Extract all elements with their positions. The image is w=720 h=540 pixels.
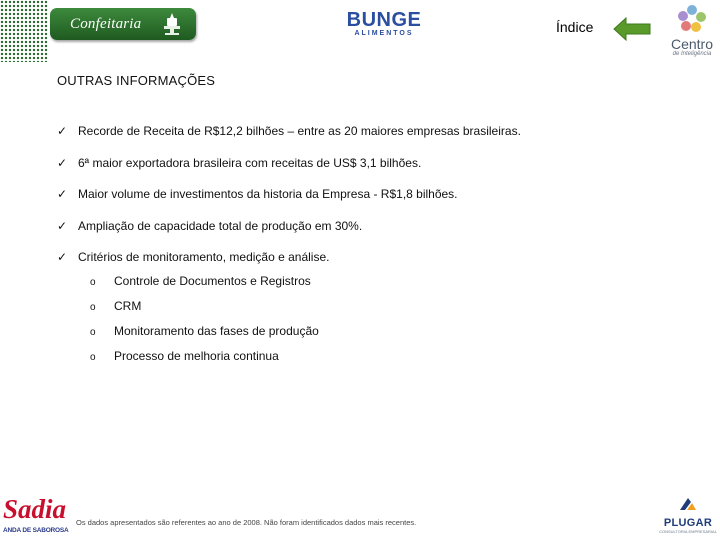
circle-bullet-icon: o (90, 352, 96, 363)
list-item (90, 349, 650, 374)
bunge-logo (336, 10, 432, 37)
list-item (57, 156, 697, 188)
sadia-tagline: ANDA DE SABOROSA (3, 527, 69, 534)
plugar-mark-icon (678, 496, 698, 512)
check-icon: ✓ (57, 187, 68, 201)
centro-logo (664, 4, 720, 57)
circle-bullet-icon: o (90, 302, 96, 313)
list-item (90, 324, 650, 349)
centro-subtitle: de Inteligência (672, 51, 712, 57)
sub-bullet-text: Monitoramento das fases de produção (114, 324, 319, 338)
brand-subtitle: ALIMENTOS (354, 30, 414, 37)
bullet-text: Ampliação de capacidade total de produção em 30%. (78, 218, 363, 233)
index-link[interactable]: Índice (556, 19, 594, 35)
section-title: OUTRAS INFORMAÇÕES (57, 73, 216, 88)
bullet-list (57, 124, 697, 282)
list-item (90, 274, 650, 299)
badge-label: Confeitaria (70, 15, 142, 32)
sub-bullet-text: Controle de Documentos e Registros (114, 274, 311, 288)
list-item (57, 124, 697, 156)
confeitaria-badge (50, 8, 196, 40)
back-arrow-icon[interactable] (612, 16, 652, 42)
list-item (90, 299, 650, 324)
sub-bullet-text: Processo de melhoria continua (114, 349, 279, 363)
check-icon: ✓ (57, 250, 68, 264)
plugar-tagline: CONSULTORIA EMPRESARIAL (659, 529, 717, 534)
bullet-text: 6ª maior exportadora brasileira com receitas de US$ 3,1 bilhões. (78, 155, 422, 170)
check-icon: ✓ (57, 124, 68, 138)
centro-name: Centro (670, 36, 714, 52)
sadia-logo (0, 494, 74, 540)
check-icon: ✓ (57, 155, 68, 170)
footnote: Os dados apresentados são referentes ao ano de 2008. Não foram identificados dados mais recentes. (76, 518, 417, 527)
list-item (57, 187, 697, 219)
circle-bullet-icon: o (90, 327, 96, 338)
circle-bullet-icon: o (90, 277, 96, 288)
sub-bullet-text: CRM (114, 299, 142, 313)
cake-stand-icon (158, 12, 186, 36)
dotted-pattern (0, 0, 48, 62)
sub-bullet-list (90, 274, 650, 374)
plugar-name: PLUGAR (663, 517, 713, 529)
plugar-logo (656, 496, 720, 534)
bullet-text: Recorde de Receita de R$12,2 bilhões – entre as 20 maiores empresas brasileiras. (78, 124, 521, 138)
brand-name: BUNGE (346, 9, 422, 31)
flower-icon (677, 4, 707, 32)
bullet-text: Maior volume de investimentos da historia da Empresa - R$1,8 bilhões. (78, 187, 458, 201)
check-icon: ✓ (57, 218, 68, 233)
sadia-name: Sadia (3, 494, 67, 524)
list-item (57, 219, 697, 251)
bullet-text: Critérios de monitoramento, medição e análise. (78, 250, 330, 264)
